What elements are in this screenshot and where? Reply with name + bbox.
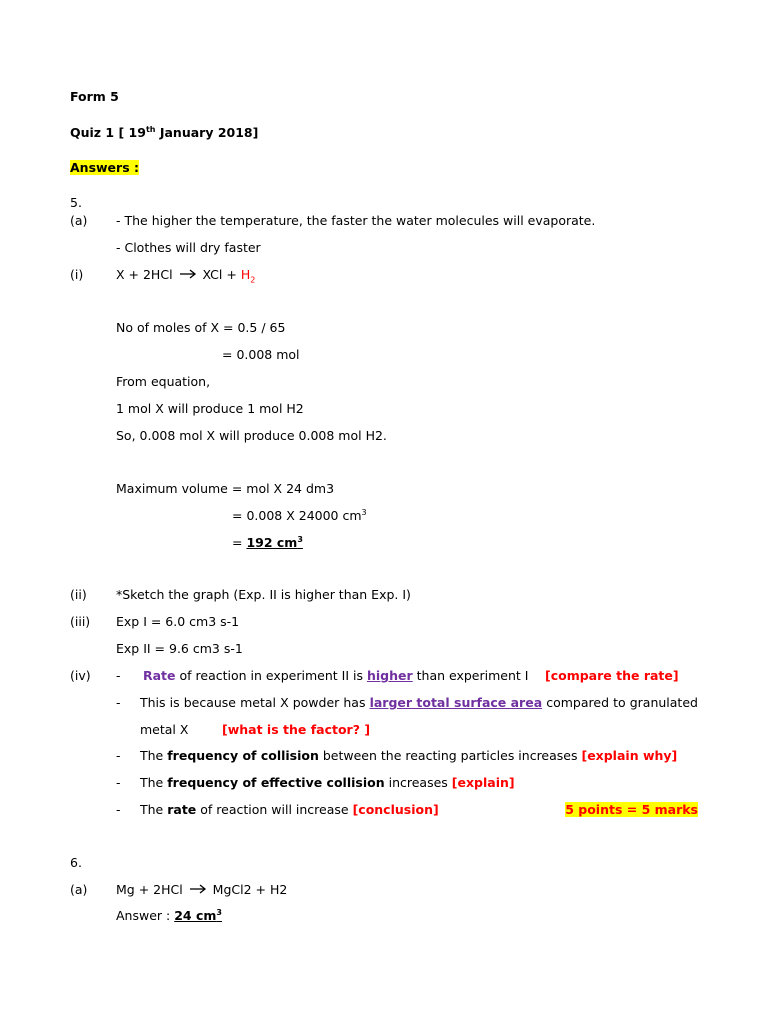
q5-i-equation — [116, 267, 255, 283]
max-volume-answer — [232, 535, 303, 551]
q5-ii-text: *Sketch the graph (Exp. II is higher than Exp. I) — [116, 587, 411, 602]
iv-point-1-end: than experiment I — [412, 668, 529, 683]
q6-answer-label: Answer : — [116, 908, 175, 923]
max-volume-value — [246, 535, 302, 550]
q6-equation-reactants: Mg + 2HCl — [116, 882, 183, 897]
word: X — [280, 695, 289, 710]
points-marks — [565, 802, 698, 818]
iv-point-5 — [140, 802, 439, 818]
word: has — [343, 695, 366, 710]
iv-point-4 — [140, 775, 515, 791]
quiz-prefix: Quiz 1 [ 19 — [70, 125, 146, 140]
bullet-4: - — [116, 775, 121, 790]
compare-rate-tag: [compare the rate] — [545, 668, 679, 683]
rate-word: Rate — [143, 668, 176, 683]
from-equation: From equation, — [116, 374, 211, 389]
q5-a-line1: - The higher the temperature, the faster the water molecules will evaporate. — [116, 213, 596, 228]
word: to — [613, 695, 626, 710]
iv-point-5-post: of reaction will increase — [196, 802, 353, 817]
answers-heading — [70, 160, 139, 176]
iv-point-1-mid: of reaction in experiment II is — [175, 668, 367, 683]
q5-i-label: (i) — [70, 267, 84, 282]
word: metal — [240, 695, 276, 710]
right-arrow-icon — [189, 884, 207, 894]
explain-tag: [explain] — [451, 775, 515, 790]
iv-point-3-post: between the reacting particles increases — [318, 748, 582, 763]
surface-area-phrase: larger total surface area — [369, 695, 543, 710]
q5-a-label: (a) — [70, 213, 88, 228]
explain-why-tag: [explain why] — [581, 748, 678, 763]
q5-iv-label: (iv) — [70, 668, 91, 683]
equation-products: XCl + — [202, 267, 237, 282]
iv-point-3 — [140, 748, 677, 764]
iv-point-4-pre: The — [140, 775, 168, 790]
word: is — [169, 695, 180, 710]
frequency-of-effective-collision: frequency of effective collision — [167, 775, 385, 790]
quiz-sup: th — [145, 124, 156, 134]
iv-point-1 — [140, 668, 528, 684]
bullet-2: - — [116, 695, 121, 710]
factor-tag: [what is the factor? ] — [222, 722, 371, 737]
bullet-3: - — [116, 748, 121, 763]
q5-ii-label: (ii) — [70, 587, 87, 602]
equation-reactants: X + 2HCl — [116, 267, 173, 282]
q5-iii-line1: Exp I = 6.0 cm3 s-1 — [116, 614, 240, 629]
q6-answer-value-text: 24 cm — [174, 908, 217, 923]
iv-point-2 — [140, 695, 698, 711]
iv-point-4-post: increases — [384, 775, 452, 790]
quiz-suffix: January 2018] — [155, 125, 259, 140]
max-volume-calc-sup: 3 — [361, 507, 367, 517]
h2-symbol: H — [240, 267, 251, 282]
h2-subscript: 2 — [250, 275, 256, 285]
q6-answer — [116, 908, 222, 924]
max-volume-value-text: 192 cm — [246, 535, 298, 550]
q5-a-line2: - Clothes will dry faster — [116, 240, 261, 255]
question-5-number: 5. — [70, 195, 82, 210]
higher-word: higher — [366, 668, 413, 683]
q5-iii-label: (iii) — [70, 614, 91, 629]
iv-point-2-continued: metal X — [140, 722, 189, 737]
max-volume-equals: = — [232, 535, 247, 550]
q6-answer-sup: 3 — [216, 907, 222, 917]
word: compared — [546, 695, 609, 710]
max-volume-value-sup: 3 — [297, 534, 303, 544]
points-marks-highlight: 5 points = 5 marks — [565, 802, 698, 817]
question-6-number: 6. — [70, 855, 82, 870]
q5-iii-line2: Exp II = 9.6 cm3 s-1 — [116, 641, 243, 656]
iv-point-5-pre: The — [140, 802, 168, 817]
form-label: Form 5 — [70, 89, 119, 104]
bullet-5: - — [116, 802, 121, 817]
bullet-1: - — [116, 668, 121, 683]
moles-line: No of moles of X = 0.5 / 65 — [116, 320, 286, 335]
max-volume-calc — [232, 508, 367, 524]
q6-equation — [116, 882, 287, 898]
max-volume-calc-text: = 0.008 X 24000 cm — [232, 508, 362, 523]
conclusion-tag: [conclusion] — [352, 802, 439, 817]
q6-a-label: (a) — [70, 882, 88, 897]
word: granulated — [629, 695, 698, 710]
right-arrow-icon — [179, 269, 197, 279]
produce-line-2: So, 0.008 mol X will produce 0.008 mol H2. — [116, 428, 387, 443]
max-volume-line: Maximum volume = mol X 24 dm3 — [116, 481, 335, 496]
frequency-of-collision: frequency of collision — [167, 748, 319, 763]
q6-equation-products: MgCl2 + H2 — [212, 882, 288, 897]
answers-highlight: Answers : — [70, 160, 139, 175]
produce-line-1: 1 mol X will produce 1 mol H2 — [116, 401, 304, 416]
word: powder — [292, 695, 340, 710]
iv-point-3-pre: The — [140, 748, 168, 763]
rate-bold: rate — [167, 802, 197, 817]
word: This — [140, 695, 166, 710]
hydrogen-product — [240, 267, 256, 285]
q6-answer-value — [174, 908, 222, 923]
moles-result: = 0.008 mol — [222, 347, 300, 362]
quiz-title — [70, 125, 258, 141]
word: because — [183, 695, 236, 710]
